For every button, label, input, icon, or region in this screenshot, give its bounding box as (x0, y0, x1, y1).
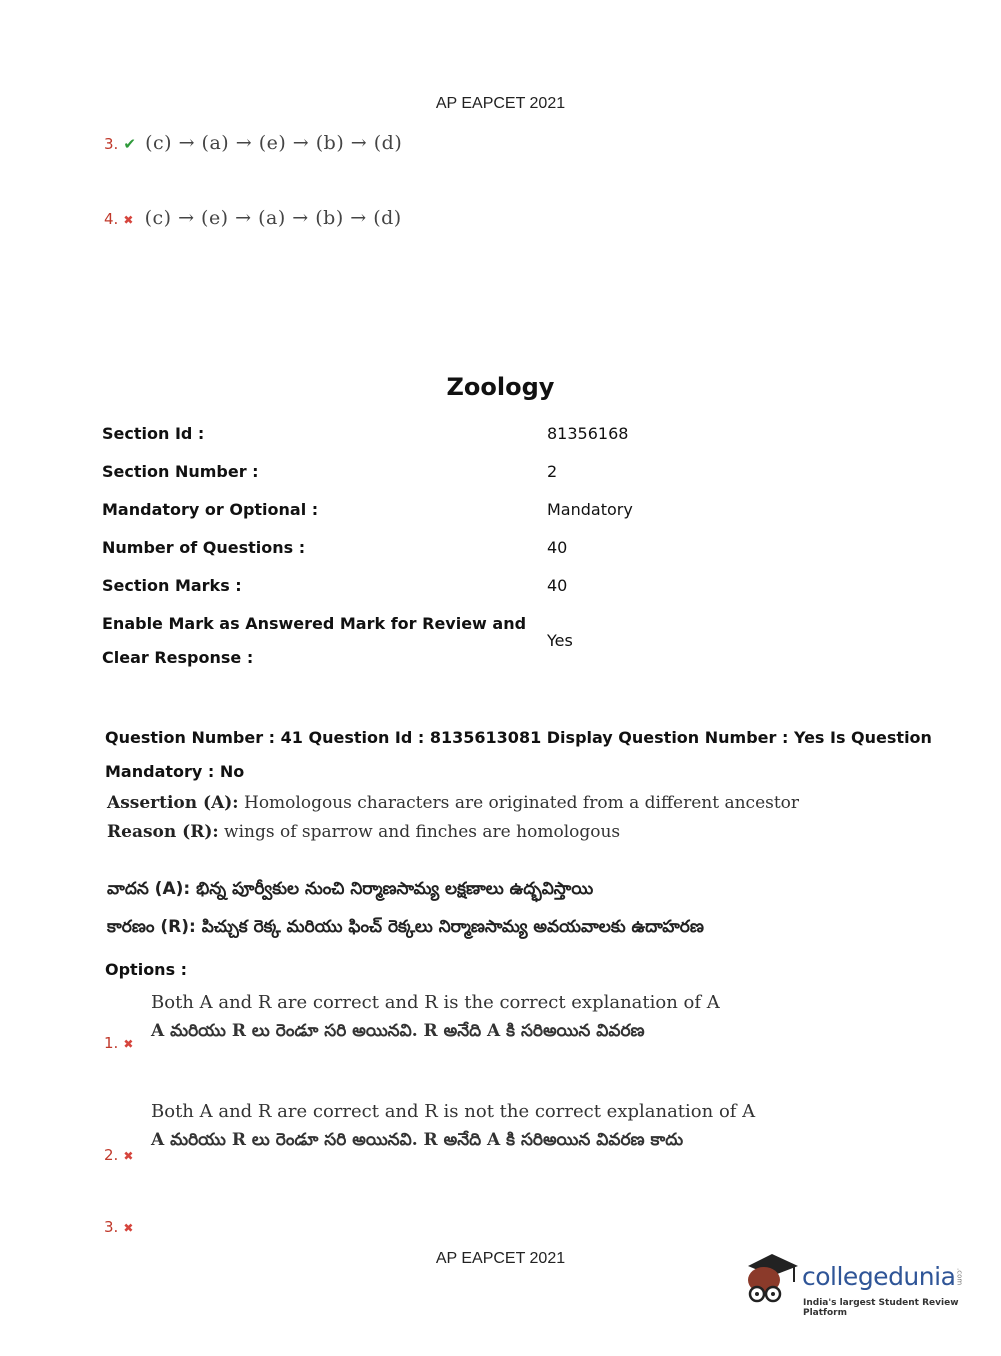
logo-suffix: .com (955, 1267, 964, 1285)
section-title: Zoology (446, 373, 555, 401)
option-number: 1. (104, 1034, 119, 1052)
collegedunia-logo (742, 1248, 972, 1318)
option-number: 3. (104, 1218, 119, 1236)
option-2-marker (104, 1145, 133, 1164)
enable-mark-label-line2: Clear Response : (102, 648, 254, 667)
prev-option-4 (104, 207, 402, 229)
mandatory-label: Mandatory or Optional : (102, 500, 319, 519)
mandatory-value: Mandatory (547, 500, 633, 519)
option-2-english: Both A and R are correct and R is not the correct explanation of A (151, 1101, 756, 1122)
num-questions-value: 40 (547, 538, 568, 557)
option-1-marker (104, 1033, 133, 1052)
options-label: Options : (105, 960, 188, 979)
option-3-marker (104, 1217, 133, 1236)
num-questions-label: Number of Questions : (102, 538, 306, 557)
assertion-text: Homologous characters are originated from a different ancestor (238, 793, 800, 813)
section-id-label: Section Id : (102, 424, 205, 443)
assertion-label: Assertion (A): (107, 793, 239, 813)
section-marks-label: Section Marks : (102, 576, 242, 595)
option-1-telugu: A మరియు R లు రెండూ సరి అయినవి. R అనేది A కి సరిఅయిన వివరణ (151, 1021, 645, 1041)
prev-option-3 (104, 132, 402, 154)
section-number-value: 2 (547, 462, 558, 481)
cross-icon: ✖ (123, 213, 134, 227)
cross-icon: ✖ (123, 1149, 134, 1163)
enable-mark-label-line1: Enable Mark as Answered Mark for Review and (102, 614, 527, 633)
option-2-telugu: A మరియు R లు రెండూ సరి అయినవి. R అనేది A కి సరిఅయిన వివరణ కాదు (151, 1130, 684, 1150)
cross-icon: ✖ (123, 1037, 134, 1051)
option-number: 4. (104, 210, 119, 228)
logo-tagline: India's largest Student Review Platform (803, 1298, 959, 1318)
logo-name: collegedunia (802, 1262, 956, 1291)
reason-label: Reason (R): (107, 822, 219, 842)
telugu-reason: కారణం (R): పిచ్చుక రెక్క మరియు ఫించ్ రెక్కలు నిర్మాణసామ్య అవయవాలకు ఉదాహరణ (107, 917, 704, 937)
option-1-english: Both A and R are correct and R is the correct explanation of A (151, 992, 720, 1013)
option-sequence: (c) → (a) → (e) → (b) → (d) (145, 132, 403, 154)
section-marks-value: 40 (547, 576, 568, 595)
telugu-assertion: వాదన (A): భిన్న పూర్వీకుల నుంచి నిర్మాణసామ్య లక్షణాలు ఉద్భవిస్తాయి (107, 879, 594, 899)
enable-mark-value: Yes (547, 631, 573, 650)
assertion (107, 793, 799, 813)
question-meta-line1: Question Number : 41 Question Id : 8135613081 Display Question Number : Yes Is Question (105, 728, 932, 747)
reason (107, 822, 620, 842)
section-number-label: Section Number : (102, 462, 259, 481)
page-footer: AP EAPCET 2021 (435, 1250, 566, 1267)
option-sequence: (c) → (e) → (a) → (b) → (d) (144, 207, 402, 229)
section-id-value: 81356168 (547, 424, 629, 443)
mascot-icon (742, 1248, 802, 1308)
page-header: AP EAPCET 2021 (435, 95, 566, 112)
cross-icon: ✖ (123, 1221, 134, 1235)
check-icon: ✔ (123, 135, 136, 153)
option-number: 3. (104, 135, 119, 153)
option-number: 2. (104, 1146, 119, 1164)
reason-text: wings of sparrow and finches are homologous (218, 822, 621, 842)
question-meta-line2: Mandatory : No (105, 762, 245, 781)
